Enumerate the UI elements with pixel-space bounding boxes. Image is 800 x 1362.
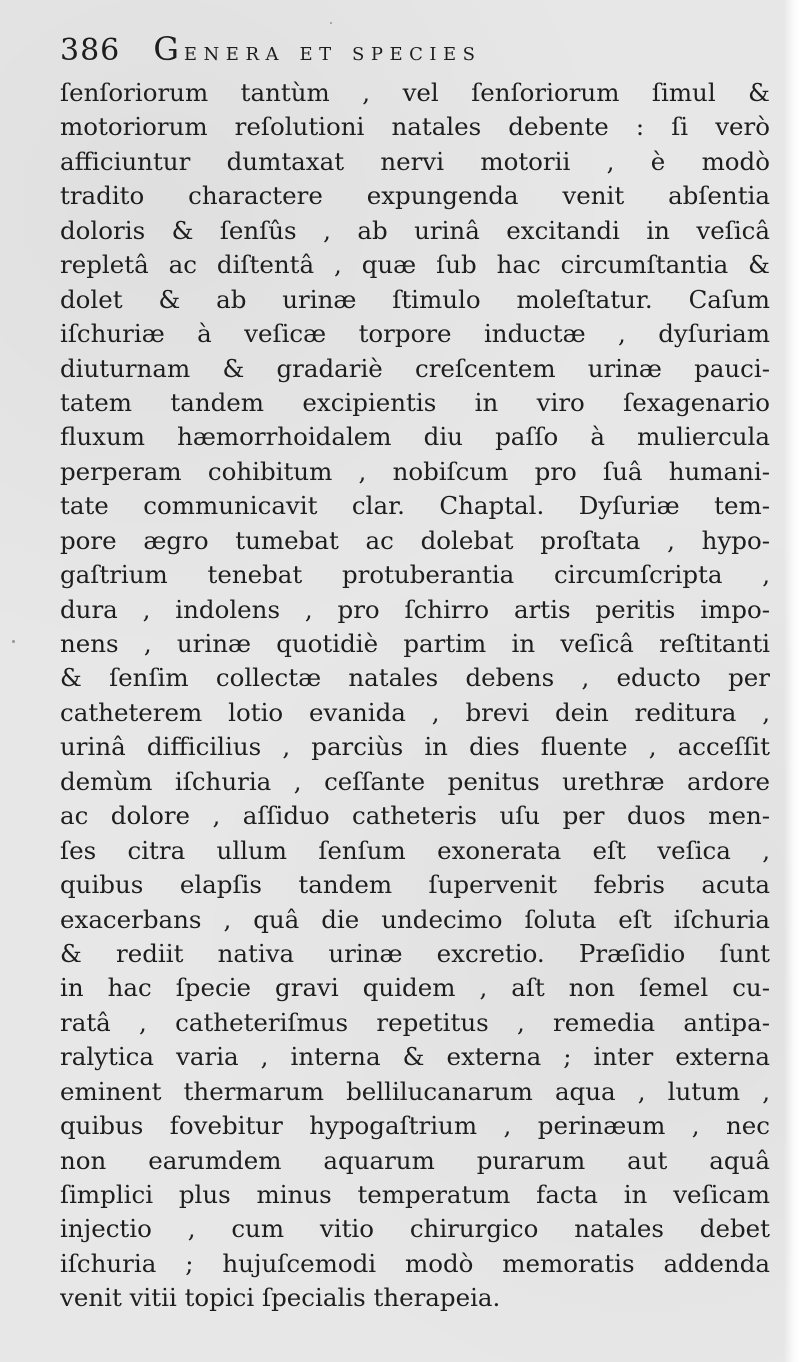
page-number: 386 (60, 33, 121, 68)
text-line: catheterem lotio evanida , brevi dein reditura , (60, 697, 770, 727)
page-edge (784, 0, 800, 1362)
text-line: motoriorum reſolutioni natales debente : ſi verò (60, 112, 770, 142)
text-line: perperam cohibitum , nobiſcum pro ſuâ humani- (60, 456, 770, 486)
text-line: iſchuria ; hujuſcemodi modò memoratis addenda (60, 1248, 770, 1278)
paper-speck (745, 1130, 747, 1132)
text-line: injectio , cum vitio chirurgico natales debet (60, 1214, 770, 1244)
text-line: doloris & ſenſûs , ab urinâ excitandi in veſicâ (60, 215, 770, 245)
text-line: iſchuriæ à veſicæ torpore inductæ , dyſuriam (60, 319, 770, 349)
text-line: tate communicavit clar. Chaptal. Dyſuriæ tem- (60, 491, 770, 521)
text-line: quibus fovebitur hypogaſtrium , perinæum , nec (60, 1111, 770, 1141)
text-line: demùm iſchuria , ceſſante penitus urethræ ardore (60, 766, 770, 796)
text-line: gaſtrium tenebat protuberantia circumſcripta , (60, 560, 770, 590)
text-line: nens , urinæ quotidiè partim in veſicâ reſtitanti (60, 629, 770, 658)
text-line: eminent thermarum bellilucanarum aqua , lutum , (60, 1076, 770, 1106)
paper-speck (12, 640, 15, 643)
text-line: ratâ , catheteriſmus repetitus , remedia antipa- (60, 1007, 770, 1037)
text-line: in hac ſpecie gravi quidem , aſt non ſemel cu- (60, 973, 770, 1003)
text-line: fluxum hæmorrhoidalem diu paſſo à muliercula (60, 422, 770, 452)
text-line: non earumdem aquarum purarum aut aquâ (60, 1145, 770, 1175)
running-title-initial: G (153, 30, 184, 68)
text-line: ſes citra ullum ſenſum exonerata eſt veſica , (60, 835, 770, 865)
text-line: urinâ difficilius , parciùs in dies fluente , acceſſit (60, 732, 770, 762)
text-line: & rediit nativa urinæ excretio. Præſidio ſunt (60, 938, 770, 968)
text-line: quibus elapſis tandem ſupervenit febris acuta (60, 870, 770, 900)
text-line: tatem tandem excipientis in viro ſexagenario (60, 387, 770, 417)
paper-speck (330, 22, 332, 24)
text-line: pore ægro tumebat ac dolebat proſtata , hypo- (60, 525, 770, 555)
text-line: tradito charactere expungenda venit abſentia (60, 181, 770, 211)
text-line: ſenſoriorum tantùm , vel ſenſoriorum ſimul & (60, 78, 770, 107)
text-line: ralytica varia , interna & externa ; inter externa (60, 1042, 770, 1072)
running-header (60, 30, 760, 76)
text-line: repletâ ac diſtentâ , quæ ſub hac circumſtantia & (60, 250, 770, 280)
body-text (60, 76, 770, 1316)
text-line: & ſenſim collectæ natales debens , educto per (60, 663, 770, 693)
text-line: afficiuntur dumtaxat nervi motorii , è modò (60, 146, 770, 176)
running-title-rest: enera et species (183, 37, 482, 66)
text-line: ac dolore , aſſiduo catheteris uſu per duos men- (60, 801, 770, 831)
running-title (153, 30, 481, 68)
text-line: exacerbans , quâ die undecimo ſoluta eſt iſchuria (60, 904, 770, 934)
text-line: dolet & ab urinæ ſtimulo moleſtatur. Caſum (60, 284, 770, 314)
text-line: ſimplici plus minus temperatum facta in veſicam (60, 1180, 770, 1209)
text-line: diuturnam & gradariè creſcentem urinæ pauci- (60, 353, 770, 383)
text-line-final: venit vitii topici ſpecialis therapeia. (60, 1283, 501, 1313)
text-line: dura , indolens , pro ſchirro artis peritis impo- (60, 594, 770, 624)
